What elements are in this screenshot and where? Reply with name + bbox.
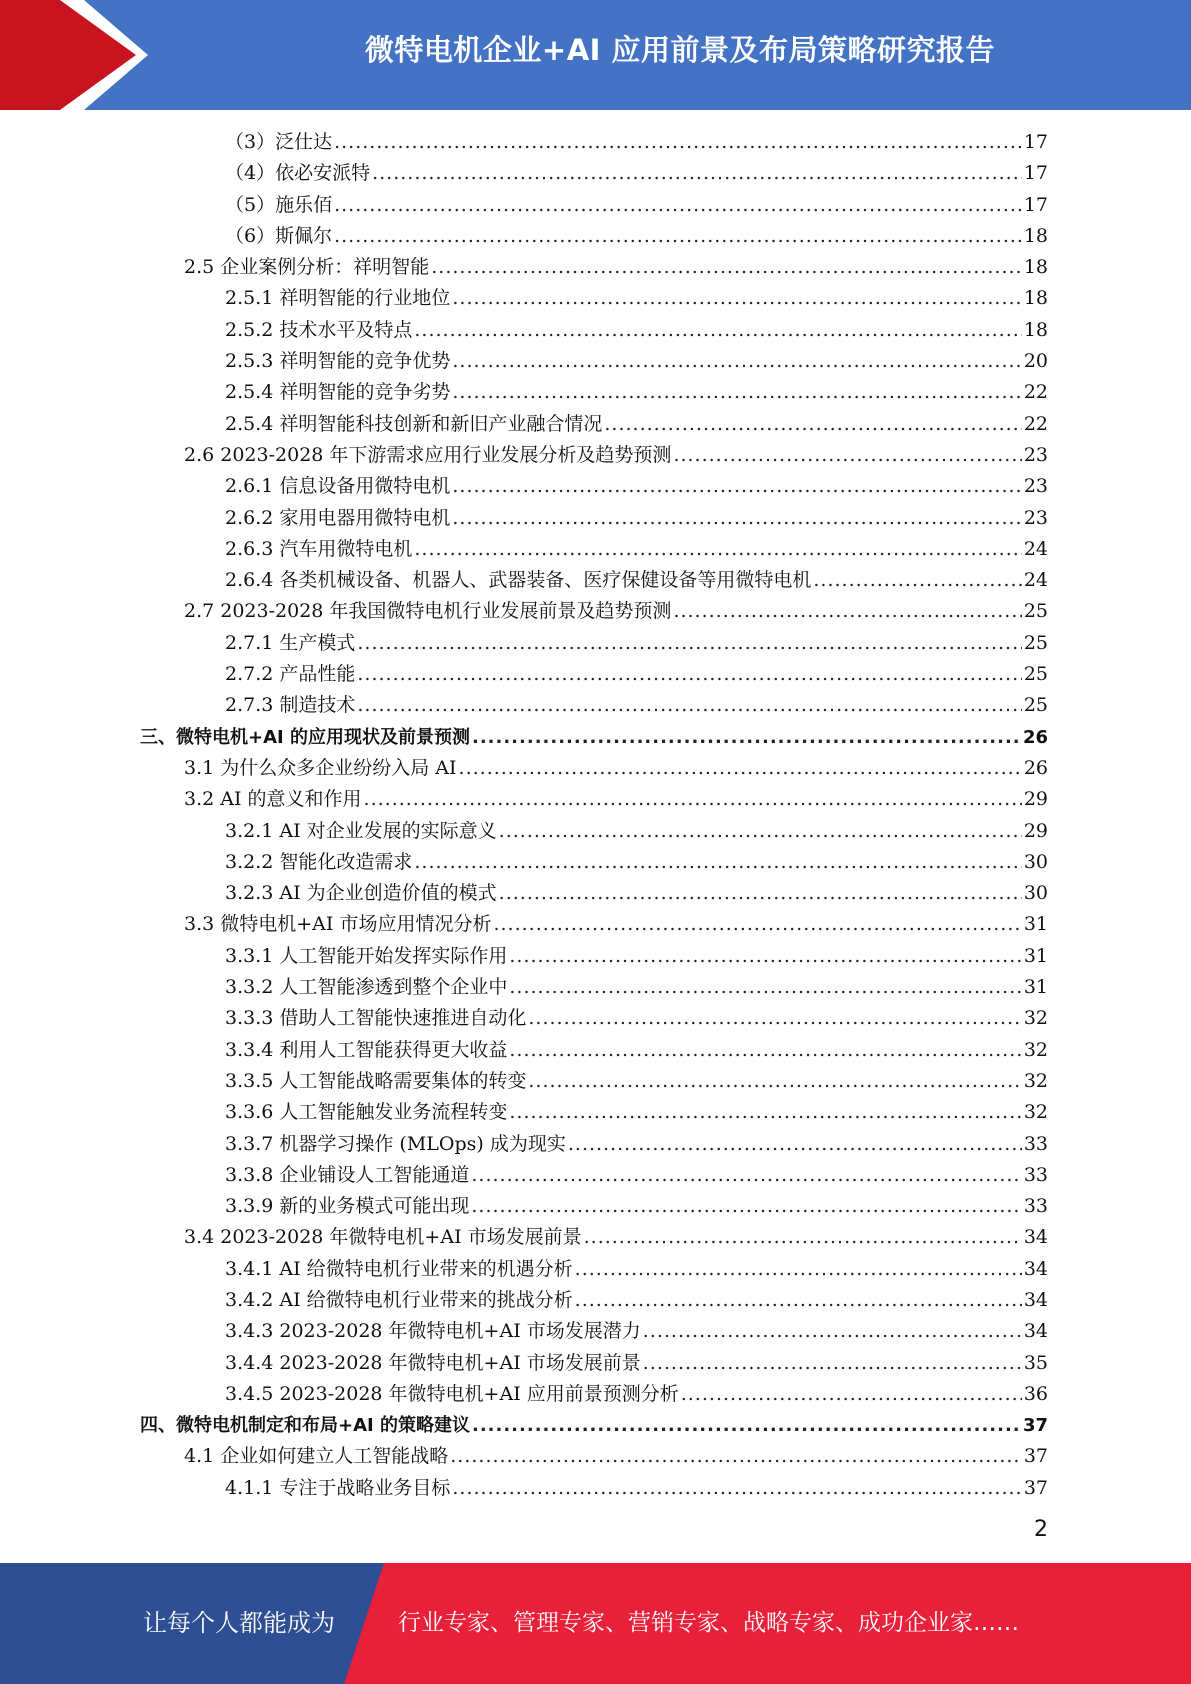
toc-entry-label: 3.3.7 机器学习操作 (MLOps) 成为现实 (225, 1132, 566, 1155)
toc-dot-leader (334, 190, 1022, 221)
toc-entry-page: 26 (1022, 726, 1048, 748)
toc-entry[interactable] (140, 1097, 1048, 1128)
toc-entry-label: 3.4.1 AI 给微特电机行业带来的机遇分析 (225, 1257, 573, 1280)
toc-dot-leader (568, 1129, 1022, 1160)
toc-dot-leader (528, 1003, 1021, 1034)
toc-entry-label: 4.1.1 专注于战略业务目标 (225, 1476, 451, 1499)
toc-entry[interactable] (140, 628, 1048, 659)
toc-entry[interactable] (140, 1379, 1048, 1410)
toc-entry-label: 2.6.4 各类机械设备、机器人、武器装备、医疗保健设备等用微特电机 (225, 569, 812, 592)
toc-entry-label: 2.6.1 信息设备用微特电机 (225, 475, 451, 498)
toc-entry-page: 18 (1023, 287, 1048, 310)
toc-entry-label: 2.5.4 祥明智能的竞争劣势 (225, 381, 451, 404)
toc-entry-page: 37 (1022, 1415, 1048, 1437)
toc-entry-page: 33 (1023, 1132, 1048, 1155)
toc-entry-page: 23 (1023, 443, 1048, 466)
toc-entry-page: 25 (1023, 600, 1048, 623)
toc-entry[interactable] (140, 1003, 1048, 1034)
toc-entry-page: 18 (1023, 318, 1048, 341)
toc-entry-page: 25 (1023, 663, 1048, 686)
toc-dot-leader (334, 127, 1022, 158)
toc-entry-label: 2.6.2 家用电器用微特电机 (225, 506, 451, 529)
toc-entry[interactable] (140, 1348, 1048, 1379)
toc-entry[interactable] (140, 534, 1048, 565)
toc-entry-label: 3.3.6 人工智能触发业务流程转变 (225, 1101, 508, 1124)
toc-entry-label: 2.5.2 技术水平及特点 (225, 318, 413, 341)
footer-slogan-left: 让每个人都能成为 (143, 1609, 335, 1637)
toc-dot-leader (357, 628, 1021, 659)
toc-entry-page: 29 (1023, 788, 1048, 811)
toc-entry[interactable] (140, 941, 1048, 972)
toc-dot-leader (414, 534, 1021, 565)
toc-entry-page: 24 (1023, 569, 1048, 592)
toc-dot-leader (584, 1222, 1022, 1253)
toc-entry-label: 3.4.2 AI 给微特电机行业带来的挑战分析 (225, 1288, 573, 1311)
toc-entry-label: 3.2.3 AI 为企业创造价值的模式 (225, 882, 497, 905)
toc-entry-label: 2.7.3 制造技术 (225, 694, 356, 717)
toc-dot-leader (452, 377, 1021, 408)
header-chevron-icon (0, 0, 160, 110)
toc-entry-label: 3.3.3 借助人工智能快速推进自动化 (225, 1007, 527, 1030)
toc-entry-page: 31 (1023, 976, 1048, 999)
toc-entry-label: 3.3.2 人工智能渗透到整个企业中 (225, 976, 508, 999)
toc-entry-page: 32 (1023, 1038, 1048, 1061)
toc-entry[interactable] (140, 1285, 1048, 1316)
toc-dot-leader (452, 346, 1021, 377)
toc-entry[interactable] (140, 346, 1048, 377)
toc-dot-leader (604, 409, 1021, 440)
toc-dot-leader (643, 1316, 1022, 1347)
toc-dot-leader (431, 252, 1022, 283)
toc-dot-leader (471, 1191, 1021, 1222)
toc-entry-label: 3.3 微特电机+AI 市场应用情况分析 (184, 913, 492, 936)
toc-entry[interactable] (140, 690, 1048, 721)
toc-entry-label: 2.5 企业案例分析：祥明智能 (184, 256, 430, 279)
toc-dot-leader (364, 784, 1022, 815)
toc-dot-leader (472, 722, 1021, 753)
toc-entry-page: 36 (1023, 1382, 1048, 1405)
toc-entry-page: 17 (1023, 131, 1048, 153)
toc-entry-label: （5）施乐佰 (225, 193, 333, 216)
report-title: 微特电机企业+AI 应用前景及布局策略研究报告 (364, 33, 996, 67)
toc-entry[interactable] (140, 596, 1048, 627)
toc-entry-page: 24 (1023, 537, 1048, 560)
toc-dot-leader (681, 1379, 1022, 1410)
toc-dot-leader (452, 471, 1021, 502)
toc-entry-label: 3.3.8 企业铺设人工智能通道 (225, 1163, 470, 1186)
toc-dot-leader (414, 315, 1021, 346)
toc-entry-page: 32 (1023, 1007, 1048, 1030)
toc-entry[interactable] (140, 503, 1048, 534)
toc-entry[interactable] (140, 1441, 1048, 1472)
toc-entry-label: 2.5.1 祥明智能的行业地位 (225, 287, 451, 310)
toc-entry-page: 31 (1023, 913, 1048, 936)
toc-dot-leader (472, 1410, 1021, 1441)
toc-dot-leader (357, 690, 1021, 721)
toc-entry-label: 2.7.1 生产模式 (225, 631, 356, 654)
toc-dot-leader (450, 1441, 1022, 1472)
toc-entry-page: 30 (1023, 882, 1048, 905)
toc-entry-label: 3.2.1 AI 对企业发展的实际意义 (225, 819, 497, 842)
toc-entry-page: 35 (1023, 1351, 1048, 1374)
report-header (0, 0, 1191, 110)
toc-entry[interactable] (140, 784, 1048, 815)
toc-dot-leader (334, 221, 1022, 252)
toc-dot-leader (452, 1473, 1021, 1504)
toc-dot-leader (813, 565, 1021, 596)
toc-entry-label: 2.6 2023-2028 年下游需求应用行业发展分析及趋势预测 (184, 443, 672, 466)
table-of-contents (140, 127, 1048, 1504)
toc-entry[interactable] (140, 221, 1048, 252)
toc-dot-leader (493, 909, 1021, 940)
toc-entry-page: 23 (1023, 506, 1048, 529)
toc-dot-leader (509, 941, 1021, 972)
toc-entry-label: 3.3.1 人工智能开始发挥实际作用 (225, 944, 508, 967)
toc-entry[interactable] (140, 158, 1048, 189)
toc-entry-label: 3.4 2023-2028 年微特电机+AI 市场发展前景 (184, 1226, 582, 1249)
toc-entry-page: 33 (1023, 1195, 1048, 1218)
toc-entry[interactable] (140, 659, 1048, 690)
toc-entry[interactable] (140, 190, 1048, 221)
toc-entry-label: 4.1 企业如何建立人工智能战略 (184, 1445, 449, 1468)
toc-entry-page: 25 (1023, 694, 1048, 717)
toc-entry-label: 2.7.2 产品性能 (225, 663, 356, 686)
toc-entry[interactable] (140, 252, 1048, 283)
toc-entry-page: 17 (1023, 162, 1048, 185)
toc-entry[interactable] (140, 1035, 1048, 1066)
toc-entry[interactable] (140, 722, 1048, 753)
footer-slogan-right: 行业专家、管理专家、营销专家、战略专家、成功企业家…… (398, 1610, 1019, 1636)
toc-entry-page: 23 (1023, 475, 1048, 498)
toc-entry-page: 33 (1023, 1163, 1048, 1186)
toc-entry-page: 34 (1023, 1288, 1048, 1311)
toc-entry[interactable] (140, 127, 1048, 158)
toc-entry-label: 四、微特电机制定和布局+AI 的策略建议 (140, 1415, 470, 1437)
toc-entry[interactable] (140, 753, 1048, 784)
toc-entry-label: 3.3.4 利用人工智能获得更大收益 (225, 1038, 508, 1061)
toc-entry-page: 37 (1023, 1445, 1048, 1468)
toc-entry-label: （4）依必安派特 (225, 162, 371, 185)
toc-entry-label: （6）斯佩尔 (225, 224, 333, 247)
toc-entry-label: 3.4.3 2023-2028 年微特电机+AI 市场发展潜力 (225, 1320, 641, 1343)
toc-dot-leader (452, 283, 1021, 314)
toc-entry-label: 2.6.3 汽车用微特电机 (225, 537, 413, 560)
toc-dot-leader (575, 1254, 1022, 1285)
toc-entry[interactable] (140, 878, 1048, 909)
toc-entry-page: 34 (1023, 1320, 1048, 1343)
toc-dot-leader (643, 1348, 1022, 1379)
toc-entry-label: 3.4.5 2023-2028 年微特电机+AI 应用前景预测分析 (225, 1382, 679, 1405)
toc-entry[interactable] (140, 283, 1048, 314)
toc-entry-label: 3.2 AI 的意义和作用 (184, 788, 362, 811)
page-number: 2 (1034, 1517, 1048, 1542)
toc-entry-label: 2.7 2023-2028 年我国微特电机行业发展前景及趋势预测 (184, 600, 672, 623)
toc-entry[interactable] (140, 565, 1048, 596)
toc-dot-leader (509, 1097, 1021, 1128)
toc-dot-leader (673, 440, 1021, 471)
toc-entry[interactable] (140, 909, 1048, 940)
toc-entry[interactable] (140, 1066, 1048, 1097)
toc-entry-page: 34 (1023, 1226, 1048, 1249)
toc-entry-label: 3.1 为什么众多企业纷纷入局 AI (184, 756, 457, 779)
toc-dot-leader (509, 972, 1021, 1003)
toc-entry-label: 3.3.9 新的业务模式可能出现 (225, 1195, 470, 1218)
toc-entry-page: 34 (1023, 1257, 1048, 1280)
toc-entry[interactable] (140, 440, 1048, 471)
toc-entry[interactable] (140, 1410, 1048, 1441)
toc-entry-page: 32 (1023, 1101, 1048, 1124)
toc-entry[interactable] (140, 471, 1048, 502)
toc-entry[interactable] (140, 1254, 1048, 1285)
toc-entry[interactable] (140, 972, 1048, 1003)
toc-dot-leader (499, 878, 1022, 909)
toc-dot-leader (509, 1035, 1021, 1066)
toc-dot-leader (357, 659, 1021, 690)
page-footer (0, 1563, 1191, 1684)
toc-entry-page: 20 (1023, 350, 1048, 373)
toc-dot-leader (471, 1160, 1021, 1191)
toc-entry-page: 22 (1023, 381, 1048, 404)
toc-dot-leader (575, 1285, 1022, 1316)
toc-entry-page: 18 (1023, 256, 1048, 279)
toc-entry[interactable] (140, 1222, 1048, 1253)
toc-entry[interactable] (140, 315, 1048, 346)
toc-entry-label: 2.5.3 祥明智能的竞争优势 (225, 350, 451, 373)
toc-entry-page: 31 (1023, 944, 1048, 967)
toc-entry-label: （3）泛仕达 (225, 131, 333, 153)
toc-entry[interactable] (140, 847, 1048, 878)
toc-entry-page: 18 (1023, 224, 1048, 247)
toc-entry[interactable] (140, 816, 1048, 847)
toc-dot-leader (414, 847, 1021, 878)
toc-entry-page: 22 (1023, 412, 1048, 435)
toc-entry[interactable] (140, 1191, 1048, 1222)
toc-dot-leader (673, 596, 1021, 627)
toc-entry-label: 三、微特电机+AI 的应用现状及前景预测 (140, 726, 470, 748)
toc-entry[interactable] (140, 1473, 1048, 1504)
toc-dot-leader (452, 503, 1021, 534)
toc-entry-label: 3.4.4 2023-2028 年微特电机+AI 市场发展前景 (225, 1351, 641, 1374)
toc-entry-page: 29 (1023, 819, 1048, 842)
toc-entry[interactable] (140, 1129, 1048, 1160)
toc-entry-label: 3.3.5 人工智能战略需要集体的转变 (225, 1069, 527, 1092)
toc-entry-label: 2.5.4 祥明智能科技创新和新旧产业融合情况 (225, 412, 603, 435)
toc-entry[interactable] (140, 409, 1048, 440)
toc-entry-page: 32 (1023, 1069, 1048, 1092)
toc-entry[interactable] (140, 1160, 1048, 1191)
toc-dot-leader (459, 753, 1022, 784)
toc-entry-page: 26 (1023, 756, 1048, 779)
toc-entry-page: 37 (1023, 1476, 1048, 1499)
toc-entry[interactable] (140, 1316, 1048, 1347)
toc-entry-page: 25 (1023, 631, 1048, 654)
toc-entry-page: 30 (1023, 850, 1048, 873)
toc-entry-label: 3.2.2 智能化改造需求 (225, 850, 413, 873)
toc-dot-leader (499, 816, 1022, 847)
toc-entry[interactable] (140, 377, 1048, 408)
toc-dot-leader (372, 158, 1022, 189)
toc-dot-leader (528, 1066, 1021, 1097)
toc-entry-page: 17 (1023, 193, 1048, 216)
